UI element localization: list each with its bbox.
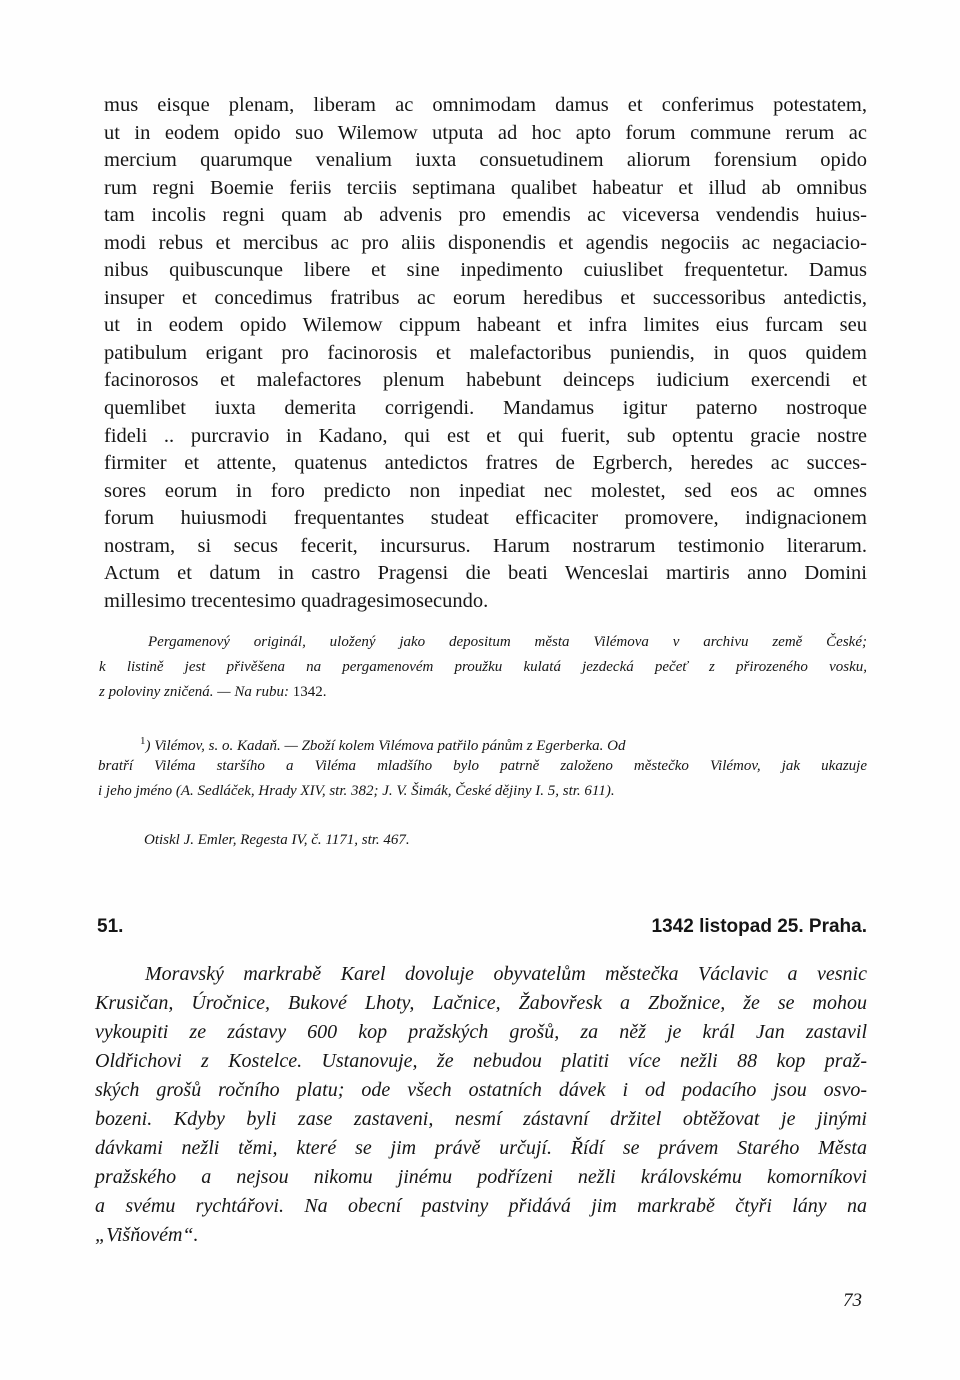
regest-line: ských grošů ročního platu; ode všech ostatních dávek i od podacího jsou osvo- [95, 1079, 867, 1101]
regest-line: Moravský markrabě Karel dovoluje obyvatelům městečka Václavic a vesnic [145, 963, 867, 985]
regest-line: „Višňovém“. [95, 1224, 199, 1246]
note-line: z poloviny zničená. — Na rubu: 1342. [99, 684, 327, 700]
edition-note: Otiskl J. Emler, Regesta IV, č. 1171, str. 467. [144, 832, 410, 848]
text-line: nostram, si secus fecerit, incursurus. Harum nostrarum testimonio literarum. [104, 535, 867, 557]
footnote-line: $^1$) Vilémov, s. o. Kadaň. — Zboží kolem Vilémova patřilo pánům z Egerberka. Od [140, 735, 626, 754]
text-line: mercium quarumque venalium iuxta consuetudinem aliorum forensium opido [104, 149, 867, 171]
text-line: mus eisque plenam, liberam ac omnimodam damus et conferimus potestatem, [104, 94, 867, 116]
regest-line: dávkami nežli těmi, které se jim právě určují. Řídí se právem Starého Města [95, 1137, 867, 1159]
footnote-line: bratří Viléma staršího a Viléma mladšího bylo patrně založeno městečko Vilémov, jak ukazuje [98, 758, 867, 774]
text-line: millesimo trecentesimo quadragesimosecundo. [104, 590, 489, 612]
text-line: Actum et datum in castro Pragensi die beati Wenceslai martiris anno Domini [104, 562, 867, 584]
page-number: 73 [843, 1290, 862, 1311]
regest-line: Krusičan, Úročnice, Bukové Lhoty, Lačnice, Žabovřesk a Zbožnice, že se mohou [95, 992, 867, 1014]
text-line: patibulum erigant pro facinorosis et malefactoribus puniendis, in quos quidem [104, 342, 867, 364]
text-line: fideli .. purcravio in Kadano, qui est et qui fuerit, sub optentu gracie nostre [104, 425, 867, 447]
regest-line: Oldřichovi z Kostelce. Ustanovuje, že nebudou platiti více nežli 88 kop praž- [95, 1050, 867, 1072]
note-line: k listině jest přivěšena na pergamenovém proužku kulatá jezdecká pečeť z přirozeného vosku, [99, 659, 867, 675]
text-line: ut in eodem opido Wilemow cippum habeant et infra limites eius furcam seu [104, 314, 867, 336]
regest-line: vykoupiti ze zástavy 600 kop pražských grošů, za něž je král Jan zastavil [95, 1021, 867, 1043]
footnote-line: i jeho jméno (A. Sedláček, Hrady XIV, str. 382; J. V. Šimák, České dějiny I. 5, str. 611). [98, 783, 615, 799]
text-line: quemlibet iuxta demerita corrigendi. Mandamus igitur paterno nostroque [104, 397, 867, 419]
regest-line: bozeni. Kdyby byli zase zastaveni, nesmí zástavní držitel obtěžovat je jinými [95, 1108, 867, 1130]
text-line: facinorosos et malefactores plenum habebunt deinceps iudicium exercendi et [104, 369, 867, 391]
text-line: sores eorum in foro predicto non inpediat nec molestet, sed eos ac omnes [104, 480, 867, 502]
note-line: Pergamenový originál, uložený jako depositum města Vilémova v archivu země České; [148, 634, 867, 650]
text-line: rum regni Boemie feriis terciis septimana qualibet habeatur et illud ab omnibus [104, 177, 867, 199]
footnote-marker: 1 [140, 735, 146, 747]
regest-line: a svému rychtářovi. Na obecní pastviny přidává jim markrabě čtyři lány na [95, 1195, 867, 1217]
text-line: firmiter et attente, quatenus antedictos fratres de Egrberch, heredes ac succes- [104, 452, 867, 474]
text-line: insuper et concedimus fratribus ac eorum heredibus et successoribus antedictis, [104, 287, 867, 309]
charter-number: 51. [97, 916, 124, 937]
text-line: tam incolis regni quam ab advenis pro emendis ac viceversa vendendis huius- [104, 204, 867, 226]
text-line: ut in eodem opido suo Wilemow utputa ad hoc apto forum commune rerum ac [104, 122, 867, 144]
text-line: nibus quibuscunque libere et sine inpedimento cuiuslibet frequentetur. Damus [104, 259, 867, 281]
text-line: modi rebus et mercibus ac pro aliis disponendis et agendis negociis ac negaciacio- [104, 232, 867, 254]
charter-date-place: 1342 listopad 25. Praha. [651, 916, 867, 937]
regest-line: pražského a nejsou nikomu jinému podřízeni nežli královskému komorníkovi [95, 1166, 867, 1188]
text-line: forum huiusmodi frequentantes studeat efficaciter promovere, indignacionem [104, 507, 867, 529]
